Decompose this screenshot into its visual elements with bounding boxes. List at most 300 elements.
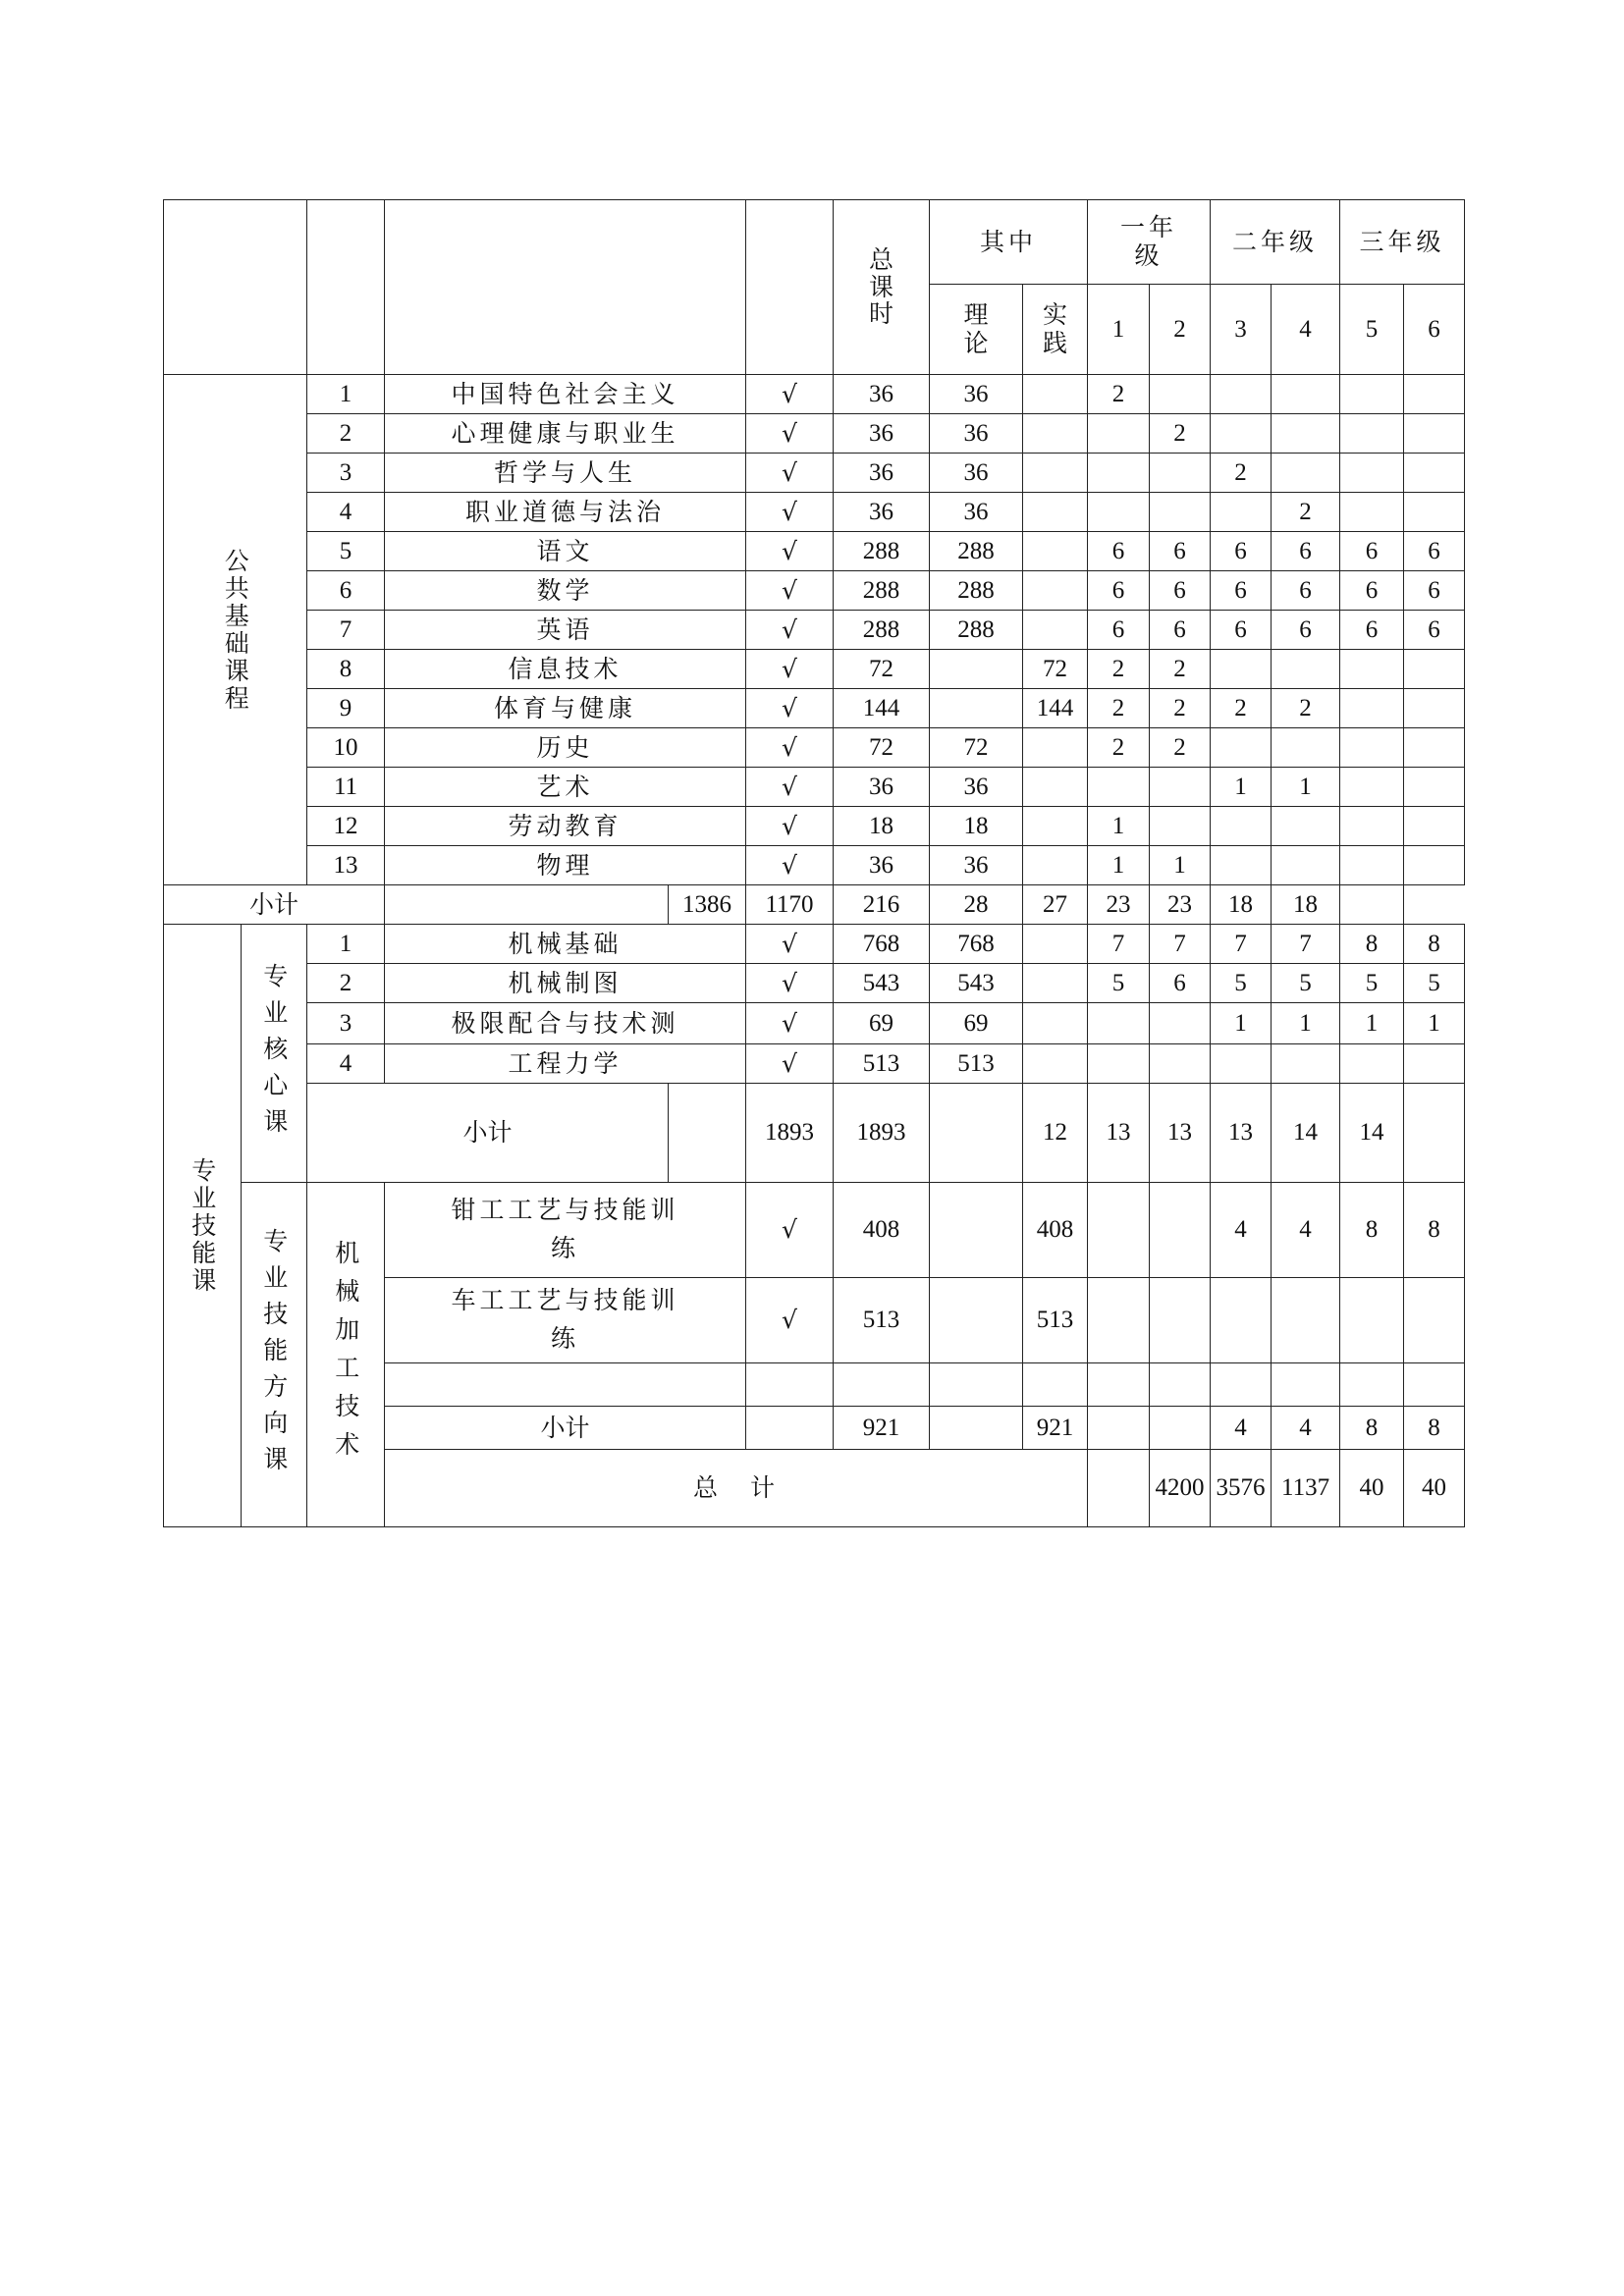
required-mark: √ bbox=[746, 414, 834, 454]
total-hours-cell: 543 bbox=[834, 964, 930, 1003]
theory-cell: 36 bbox=[930, 493, 1023, 532]
term-cell: 2 bbox=[1088, 689, 1150, 728]
course-no: 1 bbox=[307, 925, 385, 964]
term-cell: 2 bbox=[1211, 454, 1272, 493]
term-cell bbox=[1211, 807, 1272, 846]
term-cell: 4 bbox=[1272, 1407, 1340, 1450]
header-term: 1 bbox=[1088, 285, 1150, 375]
term-cell: 6 bbox=[1150, 964, 1211, 1003]
practice-cell bbox=[1023, 1003, 1088, 1044]
public-course-row bbox=[164, 454, 1465, 493]
theory-cell: 543 bbox=[930, 964, 1023, 1003]
term-cell bbox=[1404, 846, 1465, 885]
required-mark: √ bbox=[746, 650, 834, 689]
header-theory: 理 论 bbox=[930, 285, 1023, 375]
total-hours-cell: 768 bbox=[834, 925, 930, 964]
term-cell bbox=[1272, 807, 1340, 846]
term-cell bbox=[1088, 1044, 1150, 1084]
public-course-row bbox=[164, 650, 1465, 689]
term-cell bbox=[1404, 375, 1465, 414]
practice-cell bbox=[1023, 964, 1088, 1003]
term-cell: 1 bbox=[1088, 807, 1150, 846]
course-no: 9 bbox=[307, 689, 385, 728]
professional-category: 专业技能课 bbox=[164, 925, 242, 1527]
term-cell bbox=[1211, 846, 1272, 885]
term-cell: 23 bbox=[1150, 885, 1211, 925]
term-cell: 14 bbox=[1272, 1084, 1340, 1183]
term-cell: 6 bbox=[1088, 611, 1150, 650]
course-no: 8 bbox=[307, 650, 385, 689]
term-cell bbox=[1340, 768, 1404, 807]
required-mark: √ bbox=[746, 925, 834, 964]
required-mark: √ bbox=[746, 375, 834, 414]
practice-cell: 72 bbox=[1023, 650, 1088, 689]
theory-cell: 288 bbox=[930, 611, 1023, 650]
term-cell bbox=[1272, 1044, 1340, 1084]
total-hours-cell: 36 bbox=[834, 493, 930, 532]
term-cell: 6 bbox=[1150, 611, 1211, 650]
practice-cell bbox=[1023, 807, 1088, 846]
theory-cell bbox=[930, 689, 1023, 728]
practice-cell bbox=[1023, 532, 1088, 571]
term-cell bbox=[1340, 1278, 1404, 1363]
term-cell bbox=[1340, 454, 1404, 493]
extra-cell bbox=[1404, 1084, 1465, 1183]
core-subtotal-row bbox=[164, 1084, 1465, 1183]
course-no: 3 bbox=[307, 1003, 385, 1044]
theory-cell: 36 bbox=[930, 768, 1023, 807]
theory-cell bbox=[930, 1278, 1023, 1363]
required-mark: √ bbox=[746, 1183, 834, 1278]
course-no: 2 bbox=[307, 964, 385, 1003]
public-course-row bbox=[164, 532, 1465, 571]
public-courses bbox=[164, 375, 1465, 885]
term-cell: 1 bbox=[1272, 1003, 1340, 1044]
empty-cell bbox=[746, 1363, 834, 1407]
public-course-row bbox=[164, 689, 1465, 728]
course-no: 2 bbox=[307, 414, 385, 454]
term-cell bbox=[1088, 1407, 1150, 1450]
direction-course-row bbox=[164, 1183, 1465, 1278]
term-cell bbox=[1404, 1278, 1465, 1363]
term-cell bbox=[1340, 1044, 1404, 1084]
header-term: 3 bbox=[1211, 285, 1272, 375]
term-cell bbox=[1150, 768, 1211, 807]
term-cell: 5 bbox=[1211, 964, 1272, 1003]
term-cell bbox=[1340, 375, 1404, 414]
term-cell bbox=[1340, 414, 1404, 454]
practice-cell bbox=[1023, 611, 1088, 650]
term-cell: 40 bbox=[1340, 1450, 1404, 1527]
term-cell bbox=[1272, 650, 1340, 689]
term-cell bbox=[1272, 1278, 1340, 1363]
term-cell: 18 bbox=[1272, 885, 1340, 925]
total-hours-cell: 1893 bbox=[746, 1084, 834, 1183]
term-cell: 6 bbox=[1404, 571, 1465, 611]
core-course-row bbox=[164, 1003, 1465, 1044]
term-cell: 7 bbox=[1150, 925, 1211, 964]
course-name: 心理健康与职业生 bbox=[385, 414, 746, 454]
term-cell: 2 bbox=[1150, 414, 1211, 454]
term-cell bbox=[1088, 1183, 1150, 1278]
theory-cell: 1893 bbox=[834, 1084, 930, 1183]
term-cell bbox=[1340, 728, 1404, 768]
term-cell bbox=[1088, 1003, 1150, 1044]
term-cell bbox=[1150, 807, 1211, 846]
practice-cell: 144 bbox=[1023, 689, 1088, 728]
practice-cell: 921 bbox=[1023, 1407, 1088, 1450]
practice-cell: 513 bbox=[1023, 1278, 1088, 1363]
term-cell: 5 bbox=[1272, 964, 1340, 1003]
header-of-which: 其中 bbox=[930, 200, 1088, 285]
total-hours-cell: 1386 bbox=[669, 885, 746, 925]
theory-cell: 18 bbox=[930, 807, 1023, 846]
total-hours-cell: 288 bbox=[834, 532, 930, 571]
core-category: 专业核心课 bbox=[242, 925, 307, 1183]
term-cell bbox=[1150, 1278, 1211, 1363]
required-mark: √ bbox=[746, 454, 834, 493]
term-cell: 8 bbox=[1404, 1183, 1465, 1278]
course-name: 体育与健康 bbox=[385, 689, 746, 728]
term-cell: 6 bbox=[1211, 532, 1272, 571]
term-cell: 7 bbox=[1272, 925, 1340, 964]
term-cell: 40 bbox=[1404, 1450, 1465, 1527]
term-cell: 2 bbox=[1272, 689, 1340, 728]
practice-cell bbox=[1023, 728, 1088, 768]
term-cell: 1 bbox=[1211, 1003, 1272, 1044]
header-year-2: 二年级 bbox=[1211, 200, 1340, 285]
theory-cell: 36 bbox=[930, 454, 1023, 493]
term-cell bbox=[1088, 414, 1150, 454]
public-course-row bbox=[164, 807, 1465, 846]
required-mark: √ bbox=[746, 689, 834, 728]
course-name: 车工工艺与技能训 练 bbox=[385, 1278, 746, 1363]
required-mark: √ bbox=[746, 846, 834, 885]
term-cell: 4 bbox=[1272, 1183, 1340, 1278]
total-hours-cell: 36 bbox=[834, 454, 930, 493]
term-cell: 5 bbox=[1340, 964, 1404, 1003]
term-cell: 4 bbox=[1211, 1183, 1272, 1278]
practice-cell bbox=[1023, 493, 1088, 532]
total-hours-cell: 288 bbox=[834, 571, 930, 611]
required-mark: √ bbox=[746, 1003, 834, 1044]
term-cell: 6 bbox=[1211, 571, 1272, 611]
core-course-row bbox=[164, 1044, 1465, 1084]
theory-cell bbox=[930, 650, 1023, 689]
total-hours-cell: 36 bbox=[834, 768, 930, 807]
term-cell bbox=[1088, 493, 1150, 532]
direction-category: 专业技能方向课 bbox=[242, 1183, 307, 1527]
course-name: 劳动教育 bbox=[385, 807, 746, 846]
empty-cell bbox=[1023, 1363, 1088, 1407]
term-cell bbox=[1150, 1003, 1211, 1044]
term-cell: 7 bbox=[1211, 925, 1272, 964]
term-cell bbox=[1404, 768, 1465, 807]
term-cell: 5 bbox=[1404, 964, 1465, 1003]
term-cell: 8 bbox=[1340, 1183, 1404, 1278]
header-category-blank bbox=[164, 200, 307, 375]
course-name: 机械制图 bbox=[385, 964, 746, 1003]
header-no-blank bbox=[307, 200, 385, 375]
required-mark: √ bbox=[746, 1278, 834, 1363]
header-year-1: 一年 级 bbox=[1088, 200, 1211, 285]
empty-cell bbox=[834, 1363, 930, 1407]
course-no: 10 bbox=[307, 728, 385, 768]
term-cell bbox=[1211, 493, 1272, 532]
term-cell: 27 bbox=[1023, 885, 1088, 925]
term-cell: 6 bbox=[1272, 532, 1340, 571]
term-cell bbox=[1150, 493, 1211, 532]
term-cell bbox=[1150, 454, 1211, 493]
practice-cell bbox=[1023, 571, 1088, 611]
course-name: 艺术 bbox=[385, 768, 746, 807]
term-cell bbox=[1211, 650, 1272, 689]
subtotal-label: 小计 bbox=[385, 1407, 746, 1450]
subtotal-label: 小计 bbox=[307, 1084, 669, 1183]
term-cell: 2 bbox=[1272, 493, 1340, 532]
empty-cell bbox=[1272, 1363, 1340, 1407]
course-name: 中国特色社会主义 bbox=[385, 375, 746, 414]
public-course-row bbox=[164, 846, 1465, 885]
required-mark: √ bbox=[746, 571, 834, 611]
theory-cell: 36 bbox=[930, 375, 1023, 414]
practice-cell: 408 bbox=[1023, 1183, 1088, 1278]
term-cell bbox=[1340, 689, 1404, 728]
term-cell: 8 bbox=[1404, 925, 1465, 964]
term-cell: 2 bbox=[1150, 650, 1211, 689]
course-no: 4 bbox=[307, 1044, 385, 1084]
header-term: 4 bbox=[1272, 285, 1340, 375]
required-mark: √ bbox=[746, 768, 834, 807]
public-subtotal-row bbox=[164, 885, 1465, 925]
theory-cell: 72 bbox=[930, 728, 1023, 768]
term-cell bbox=[1088, 768, 1150, 807]
course-name: 机械基础 bbox=[385, 925, 746, 964]
header-practice: 实 践 bbox=[1023, 285, 1088, 375]
empty-cell bbox=[1340, 1363, 1404, 1407]
practice-cell bbox=[1023, 1044, 1088, 1084]
total-hours-cell: 408 bbox=[834, 1183, 930, 1278]
public-course-row bbox=[164, 728, 1465, 768]
total-hours-cell: 72 bbox=[834, 728, 930, 768]
practice-cell bbox=[1023, 414, 1088, 454]
core-course-row bbox=[164, 925, 1465, 964]
total-hours-cell: 36 bbox=[834, 846, 930, 885]
term-cell bbox=[1272, 375, 1340, 414]
empty-cell bbox=[1404, 1363, 1465, 1407]
term-cell: 4 bbox=[1211, 1407, 1272, 1450]
practice-cell bbox=[1023, 925, 1088, 964]
course-name: 语文 bbox=[385, 532, 746, 571]
term-cell: 2 bbox=[1088, 728, 1150, 768]
extra-cell bbox=[1340, 885, 1404, 925]
required-mark: √ bbox=[746, 532, 834, 571]
term-cell bbox=[1150, 1044, 1211, 1084]
theory-cell: 288 bbox=[930, 571, 1023, 611]
public-course-row bbox=[164, 768, 1465, 807]
term-cell bbox=[1272, 454, 1340, 493]
term-cell: 6 bbox=[1340, 532, 1404, 571]
theory-cell: 36 bbox=[930, 846, 1023, 885]
term-cell: 6 bbox=[1272, 611, 1340, 650]
term-cell: 14 bbox=[1340, 1084, 1404, 1183]
header-term: 2 bbox=[1150, 285, 1211, 375]
header-year-3: 三年级 bbox=[1340, 200, 1465, 285]
public-course-row bbox=[164, 414, 1465, 454]
term-cell: 28 bbox=[930, 885, 1023, 925]
term-cell bbox=[1404, 493, 1465, 532]
course-no: 4 bbox=[307, 493, 385, 532]
required-mark: √ bbox=[746, 1044, 834, 1084]
course-name: 信息技术 bbox=[385, 650, 746, 689]
term-cell: 6 bbox=[1211, 611, 1272, 650]
term-cell bbox=[1340, 650, 1404, 689]
term-cell: 13 bbox=[1150, 1084, 1211, 1183]
term-cell bbox=[1272, 414, 1340, 454]
term-cell bbox=[1404, 728, 1465, 768]
theory-cell: 36 bbox=[930, 414, 1023, 454]
term-cell: 6 bbox=[1088, 532, 1150, 571]
practice-cell bbox=[1023, 454, 1088, 493]
required-mark: √ bbox=[746, 964, 834, 1003]
course-name: 哲学与人生 bbox=[385, 454, 746, 493]
course-name: 物理 bbox=[385, 846, 746, 885]
practice-cell bbox=[930, 1084, 1023, 1183]
course-name: 历史 bbox=[385, 728, 746, 768]
empty-cell bbox=[930, 1363, 1023, 1407]
term-cell: 13 bbox=[1211, 1084, 1272, 1183]
course-no: 1 bbox=[307, 375, 385, 414]
term-cell: 7 bbox=[1088, 925, 1150, 964]
term-cell: 1 bbox=[1340, 1003, 1404, 1044]
public-course-row bbox=[164, 375, 1465, 414]
term-cell bbox=[1088, 454, 1150, 493]
header-term: 5 bbox=[1340, 285, 1404, 375]
theory-cell: 1170 bbox=[746, 885, 834, 925]
empty-cell bbox=[385, 1363, 746, 1407]
term-cell bbox=[1404, 689, 1465, 728]
term-cell: 2 bbox=[1088, 375, 1150, 414]
term-cell: 6 bbox=[1088, 571, 1150, 611]
header-total-hours: 总 课 时 bbox=[834, 200, 930, 375]
term-cell bbox=[1340, 807, 1404, 846]
total-hours-cell: 921 bbox=[834, 1407, 930, 1450]
term-cell bbox=[1088, 1278, 1150, 1363]
term-cell bbox=[1211, 1044, 1272, 1084]
practice-cell bbox=[1023, 375, 1088, 414]
public-category: 公共基础课程 bbox=[164, 375, 307, 885]
empty-cell bbox=[1088, 1363, 1150, 1407]
term-cell: 18 bbox=[1211, 885, 1272, 925]
term-cell: 2 bbox=[1150, 689, 1211, 728]
term-cell: 6 bbox=[1404, 611, 1465, 650]
header-required-blank bbox=[746, 200, 834, 375]
required-cell bbox=[385, 885, 669, 925]
theory-cell: 288 bbox=[930, 532, 1023, 571]
course-no: 3 bbox=[307, 454, 385, 493]
direction-sub-category: 机械加工技术 bbox=[307, 1183, 385, 1527]
term-cell bbox=[1211, 414, 1272, 454]
term-cell: 6 bbox=[1340, 571, 1404, 611]
theory-cell: 3576 bbox=[1211, 1450, 1272, 1527]
term-cell: 1 bbox=[1404, 1003, 1465, 1044]
course-no: 7 bbox=[307, 611, 385, 650]
term-cell: 1 bbox=[1088, 846, 1150, 885]
term-cell: 23 bbox=[1088, 885, 1150, 925]
public-course-row bbox=[164, 493, 1465, 532]
practice-cell bbox=[1023, 768, 1088, 807]
term-cell: 6 bbox=[1340, 611, 1404, 650]
total-hours-cell: 36 bbox=[834, 375, 930, 414]
practice-cell: 1137 bbox=[1272, 1450, 1340, 1527]
total-hours-cell: 513 bbox=[834, 1278, 930, 1363]
theory-cell: 768 bbox=[930, 925, 1023, 964]
required-cell bbox=[669, 1084, 746, 1183]
term-cell bbox=[1272, 846, 1340, 885]
term-cell: 2 bbox=[1211, 689, 1272, 728]
curriculum-table bbox=[163, 199, 1465, 1527]
term-cell bbox=[1150, 1183, 1211, 1278]
required-mark: √ bbox=[746, 807, 834, 846]
total-hours-cell: 513 bbox=[834, 1044, 930, 1084]
required-mark: √ bbox=[746, 493, 834, 532]
term-cell bbox=[1150, 375, 1211, 414]
term-cell bbox=[1211, 375, 1272, 414]
course-name: 工程力学 bbox=[385, 1044, 746, 1084]
term-cell: 2 bbox=[1150, 728, 1211, 768]
term-cell bbox=[1211, 1278, 1272, 1363]
required-cell bbox=[1088, 1450, 1150, 1527]
term-cell: 13 bbox=[1088, 1084, 1150, 1183]
theory-cell: 513 bbox=[930, 1044, 1023, 1084]
term-cell: 12 bbox=[1023, 1084, 1088, 1183]
term-cell: 6 bbox=[1272, 571, 1340, 611]
term-cell bbox=[1404, 414, 1465, 454]
course-name: 极限配合与技术测 bbox=[385, 1003, 746, 1044]
total-hours-cell: 4200 bbox=[1150, 1450, 1211, 1527]
term-cell bbox=[1272, 728, 1340, 768]
term-cell bbox=[1404, 807, 1465, 846]
course-no: 11 bbox=[307, 768, 385, 807]
course-name: 职业道德与法治 bbox=[385, 493, 746, 532]
term-cell: 8 bbox=[1340, 1407, 1404, 1450]
term-cell bbox=[1404, 1044, 1465, 1084]
term-cell bbox=[1340, 846, 1404, 885]
total-hours-cell: 144 bbox=[834, 689, 930, 728]
theory-cell bbox=[930, 1407, 1023, 1450]
total-hours-cell: 69 bbox=[834, 1003, 930, 1044]
grand-total-label: 总 计 bbox=[385, 1450, 1088, 1527]
term-cell: 1 bbox=[1211, 768, 1272, 807]
course-name: 钳工工艺与技能训 练 bbox=[385, 1183, 746, 1278]
required-mark: √ bbox=[746, 611, 834, 650]
course-name: 数学 bbox=[385, 571, 746, 611]
public-course-row bbox=[164, 571, 1465, 611]
term-cell: 8 bbox=[1404, 1407, 1465, 1450]
total-hours-cell: 36 bbox=[834, 414, 930, 454]
term-cell bbox=[1340, 493, 1404, 532]
term-cell bbox=[1150, 1407, 1211, 1450]
course-no: 12 bbox=[307, 807, 385, 846]
required-mark: √ bbox=[746, 728, 834, 768]
core-course-row bbox=[164, 964, 1465, 1003]
empty-cell bbox=[1150, 1363, 1211, 1407]
term-cell bbox=[1211, 728, 1272, 768]
term-cell: 1 bbox=[1272, 768, 1340, 807]
header-term: 6 bbox=[1404, 285, 1465, 375]
theory-cell bbox=[930, 1183, 1023, 1278]
term-cell: 1 bbox=[1150, 846, 1211, 885]
